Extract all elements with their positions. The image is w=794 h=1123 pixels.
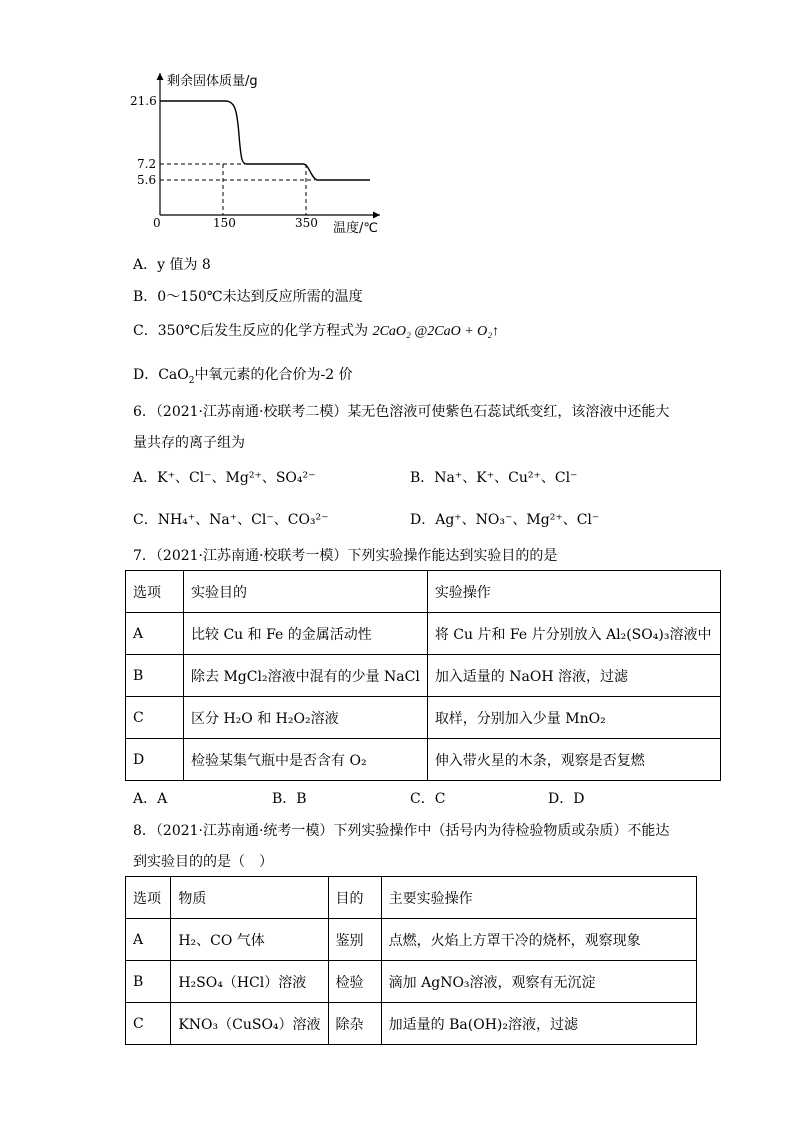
q8-table bbox=[125, 876, 697, 1045]
q7-option-c: C．C bbox=[410, 791, 446, 807]
x-tick-350: 350 bbox=[295, 216, 318, 230]
q7-header-cell: 实验目的 bbox=[184, 571, 428, 613]
q5-option-d-post: 中氧元素的化合价为-2 价 bbox=[194, 367, 353, 383]
q5-option-b: B．0～150℃未达到反应所需的温度 bbox=[133, 289, 363, 305]
table-row bbox=[126, 697, 721, 739]
y-tick-5.6: 5.6 bbox=[137, 173, 157, 187]
q6-stem-line2: 量共存的离子组为 bbox=[133, 435, 245, 451]
q7-cell: B bbox=[126, 655, 184, 697]
q7-cell: 取样，分别加入少量 MnO₂ bbox=[427, 697, 720, 739]
q8-cell: C bbox=[126, 1003, 171, 1045]
q6-option-b: B．Na⁺、K⁺、Cu²⁺、Cl⁻ bbox=[410, 470, 578, 486]
q7-cell: 将 Cu 片和 Fe 片分别放入 Al₂(SO₄)₃溶液中 bbox=[427, 613, 720, 655]
q7-stem: 7．（2021·江苏南通·校联考一模）下列实验操作能达到实验目的的是 bbox=[133, 548, 558, 564]
q7-cell: 区分 H₂O 和 H₂O₂溶液 bbox=[184, 697, 428, 739]
q6-option-a: A．K⁺、Cl⁻、Mg²⁺、SO₄²⁻ bbox=[133, 470, 316, 486]
q7-header-cell: 选项 bbox=[126, 571, 184, 613]
q7-cell: 比较 Cu 和 Fe 的金属活动性 bbox=[184, 613, 428, 655]
y-axis-label: 剩余固体质量/g bbox=[167, 74, 258, 89]
table-row bbox=[126, 655, 721, 697]
q7-cell: C bbox=[126, 697, 184, 739]
q8-header-cell: 目的 bbox=[328, 877, 381, 919]
q8-cell: 加适量的 Ba(OH)₂溶液，过滤 bbox=[381, 1003, 696, 1045]
q7-cell: D bbox=[126, 739, 184, 781]
q8-header-cell: 物质 bbox=[171, 877, 328, 919]
q8-cell: H₂SO₄（HCl）溶液 bbox=[171, 961, 328, 1003]
q8-cell: B bbox=[126, 961, 171, 1003]
q8-cell: A bbox=[126, 919, 171, 961]
q8-stem-line2: 到实验目的的是（ ） bbox=[133, 854, 273, 870]
table-row bbox=[126, 961, 697, 1003]
x-tick-150: 150 bbox=[213, 216, 236, 230]
q8-header-cell: 主要实验操作 bbox=[381, 877, 696, 919]
table-row bbox=[126, 613, 721, 655]
q8-cell: 点燃，火焰上方罩干冷的烧杯，观察现象 bbox=[381, 919, 696, 961]
q8-header-cell: 选项 bbox=[126, 877, 171, 919]
q7-cell: 伸入带火星的木条，观察是否复燃 bbox=[427, 739, 720, 781]
q6-stem-line1: 6．（2021·江苏南通·校联考二模）某无色溶液可使紫色石蕊试纸变红，该溶液中还能大 bbox=[133, 404, 670, 420]
q7-cell: 除去 MgCl₂溶液中混有的少量 NaCl bbox=[184, 655, 428, 697]
table-row bbox=[126, 1003, 697, 1045]
q7-header-row bbox=[126, 571, 721, 613]
q6-option-d: D．Ag⁺、NO₃⁻、Mg²⁺、Cl⁻ bbox=[410, 512, 600, 528]
q8-cell: 鉴别 bbox=[328, 919, 381, 961]
q8-cell: 除杂 bbox=[328, 1003, 381, 1045]
q5-option-a: A．y 值为 8 bbox=[133, 257, 211, 273]
q7-option-a: A．A bbox=[133, 791, 168, 807]
table-row bbox=[126, 919, 697, 961]
table-row bbox=[126, 739, 721, 781]
q7-option-d: D．D bbox=[548, 791, 585, 807]
q7-header-cell: 实验操作 bbox=[427, 571, 720, 613]
q7-table bbox=[125, 570, 721, 781]
y-tick-21.6: 21.6 bbox=[130, 94, 157, 108]
q5-option-d bbox=[133, 364, 353, 386]
q5-option-d-pre: D．CaO bbox=[133, 367, 189, 383]
q5-option-d-sub: 2 bbox=[188, 375, 195, 386]
q8-cell: H₂、CO 气体 bbox=[171, 919, 328, 961]
y-tick-7.2: 7.2 bbox=[137, 157, 157, 171]
q8-cell: 检验 bbox=[328, 961, 381, 1003]
q5-option-c-text: C．350℃后发生反应的化学方程式为 bbox=[133, 323, 369, 339]
q5-option-c-formula: 2CaO₂ @2CaO + O₂↑ bbox=[372, 324, 500, 339]
q7-cell: 检验某集气瓶中是否含有 O₂ bbox=[184, 739, 428, 781]
q8-stem-line1: 8．（2021·江苏南通·统考一模）下列实验操作中（括号内为待检验物质或杂质）不能达 bbox=[133, 823, 670, 839]
q8-header-row bbox=[126, 877, 697, 919]
q7-cell: 加入适量的 NaOH 溶液，过滤 bbox=[427, 655, 720, 697]
q7-option-b: B．B bbox=[272, 791, 307, 807]
q7-cell: A bbox=[126, 613, 184, 655]
series-line bbox=[160, 101, 370, 180]
mass-temperature-chart bbox=[125, 65, 385, 240]
x-axis-label: 温度/℃ bbox=[333, 221, 378, 236]
origin-label: 0 bbox=[153, 216, 161, 230]
q8-cell: 滴加 AgNO₃溶液，观察有无沉淀 bbox=[381, 961, 696, 1003]
q6-option-c: C．NH₄⁺、Na⁺、Cl⁻、CO₃²⁻ bbox=[133, 512, 329, 528]
q5-option-c bbox=[133, 320, 499, 340]
q8-cell: KNO₃（CuSO₄）溶液 bbox=[171, 1003, 328, 1045]
